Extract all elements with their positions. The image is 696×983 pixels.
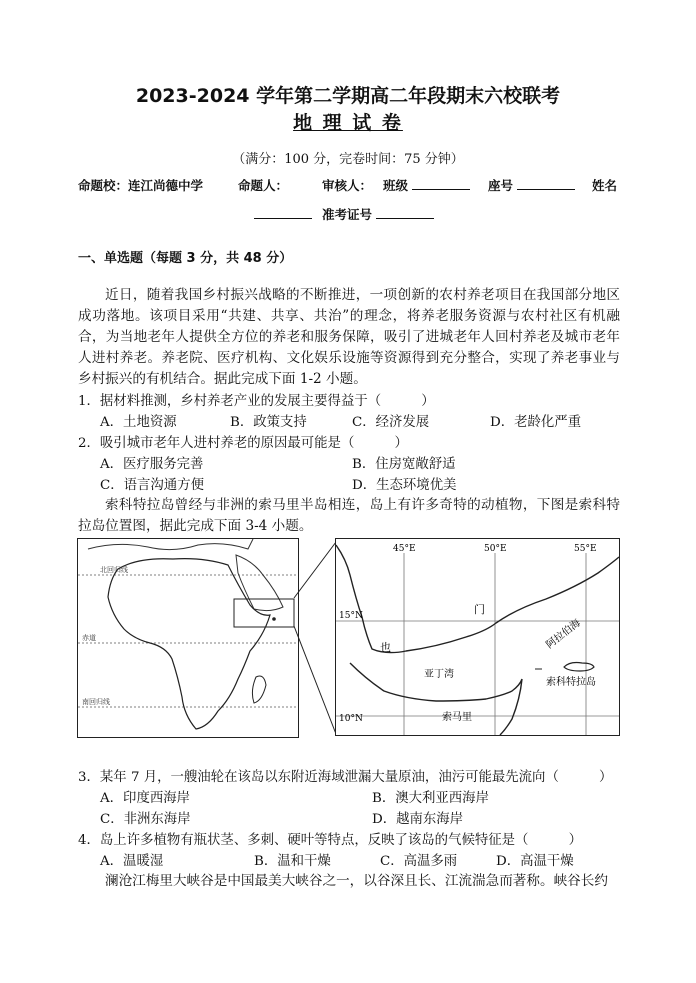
examid-blank[interactable] [376, 206, 434, 219]
connector-bottom [294, 626, 336, 734]
meta-reviewer: 审核人： [322, 178, 373, 193]
connector-top [294, 542, 336, 598]
q2-option-a[interactable]: A．医疗服务完善 [100, 457, 204, 472]
q4-option-a[interactable]: A．温暖湿 [100, 854, 164, 869]
meta-author: 命题人： [238, 178, 289, 193]
q4-stem: 4．岛上许多植物有瓶状茎、多刺、硬叶等特点，反映了该岛的气候特征是（ ） [78, 833, 582, 848]
q1-option-b[interactable]: B．政策支持 [230, 415, 307, 430]
tropic-cancer-label: 北回归线 [100, 566, 128, 574]
q3-option-a[interactable]: A．印度西海岸 [100, 791, 191, 806]
madagascar-outline [252, 676, 266, 703]
subject-text: 地 理 试 卷 [293, 112, 403, 134]
lon-55-label: 55°E [574, 544, 597, 554]
q1-stem: 1．据材料推测，乡村养老产业的发展主要得益于（ ） [78, 394, 435, 409]
lat-15-label: 15°N [339, 611, 363, 621]
yemen-label-ye: 也 [380, 641, 391, 654]
passage-1: 近日，随着我国乡村振兴战略的不断推进，一项创新的农村养老项目在我国部分地区成功落地。该项目采用“共建、共享、共治”的理念，将养老服务资源与农村社区有机融合，为当地老年人提供全方位的养老和服务保障，吸引了进城老年人回村养老及城市老年人进村养老。养老院、医疗机构、文化娱乐设施等资源得到充分整合，实现了养老事业与乡村振兴的有机结合。据此完成下面 1-2 小题。 [78, 287, 620, 387]
q4-option-c[interactable]: C．高温多雨 [380, 854, 458, 869]
q3-option-d[interactable]: D．越南东海岸 [372, 812, 464, 827]
meta-class [383, 176, 474, 194]
socotra-dot [272, 617, 276, 621]
tropic-capricorn-label: 南回归线 [82, 698, 110, 706]
examid-label: 准考证号 [322, 207, 373, 222]
q4-option-b[interactable]: B．温和干燥 [254, 854, 331, 869]
q1-option-a[interactable]: A．土地资源 [100, 415, 177, 430]
q2-option-b[interactable]: B．住房宽敞舒适 [352, 457, 456, 472]
q1-option-d[interactable]: D．老龄化严重 [490, 415, 582, 430]
q2-stem: 2．吸引城市老年人进村养老的原因最可能是（ ） [78, 436, 408, 451]
lon-45-label: 45°E [393, 544, 416, 554]
meta-line2 [254, 205, 438, 223]
seat-blank[interactable] [517, 177, 575, 190]
q4-option-d[interactable]: D．高温干燥 [496, 854, 574, 869]
inset-box [234, 599, 294, 627]
lon-50-label: 50°E [484, 544, 507, 554]
q2-option-c[interactable]: C．语言沟通方便 [100, 478, 204, 493]
name-blank[interactable] [254, 206, 312, 219]
socotra-map [335, 538, 620, 736]
q2-option-d[interactable]: D．生态环境优美 [352, 478, 457, 493]
socotra-label: 索科特拉岛 [546, 677, 596, 688]
arabia-outline [236, 555, 283, 611]
yemen-coast [336, 545, 619, 653]
africa-map-svg [78, 539, 298, 737]
exam-title: 2023-2024 学年第二学期高二年段期末六校联考 [135, 85, 561, 107]
meta-seat [488, 176, 579, 194]
q3-option-b[interactable]: B．澳大利亚西海岸 [372, 791, 489, 806]
gulf-aden-label: 亚丁湾 [424, 669, 454, 680]
seat-label: 座号 [488, 178, 514, 193]
exam-info: （满分：100 分，完卷时间：75 分钟） [232, 152, 464, 167]
meta-name: 姓名 [592, 178, 618, 193]
africa-map [77, 538, 299, 738]
meta-school: 命题校：连江尚德中学 [78, 178, 204, 193]
connector-lines [290, 538, 340, 738]
passage-3: 澜沧江梅里大峡谷是中国最美大峡谷之一，以谷深且长、江流湍急而著称。峡谷长约 [105, 873, 608, 889]
socotra-island [564, 663, 594, 672]
q3-stem: 3．某年 7 月，一艘油轮在该岛以东附近海域泄漏大量原油，油污可能最先流向（ ） [78, 770, 613, 785]
socotra-map-svg [336, 539, 619, 735]
class-blank[interactable] [412, 177, 470, 190]
europe-coast [88, 539, 253, 550]
q1-option-c[interactable]: C．经济发展 [352, 415, 430, 430]
equator-label: 赤道 [82, 634, 96, 642]
exam-subject [0, 108, 696, 135]
class-label: 班级 [383, 178, 409, 193]
section-heading: 一、单选题（每题 3 分，共 48 分） [78, 251, 293, 266]
africa-outline [108, 559, 270, 729]
somalia-label: 索马里 [442, 712, 472, 723]
arabian-sea-label: 阿拉伯海 [544, 617, 583, 651]
lat-10-label: 10°N [339, 714, 363, 724]
q3-option-c[interactable]: C．非洲东海岸 [100, 812, 191, 827]
passage-2: 索科特拉岛曾经与非洲的索马里半岛相连，岛上有许多奇特的动植物，下图是索科特拉岛位置图，据此完成下面 3-4 小题。 [78, 497, 620, 534]
yemen-label-men: 门 [474, 603, 485, 616]
